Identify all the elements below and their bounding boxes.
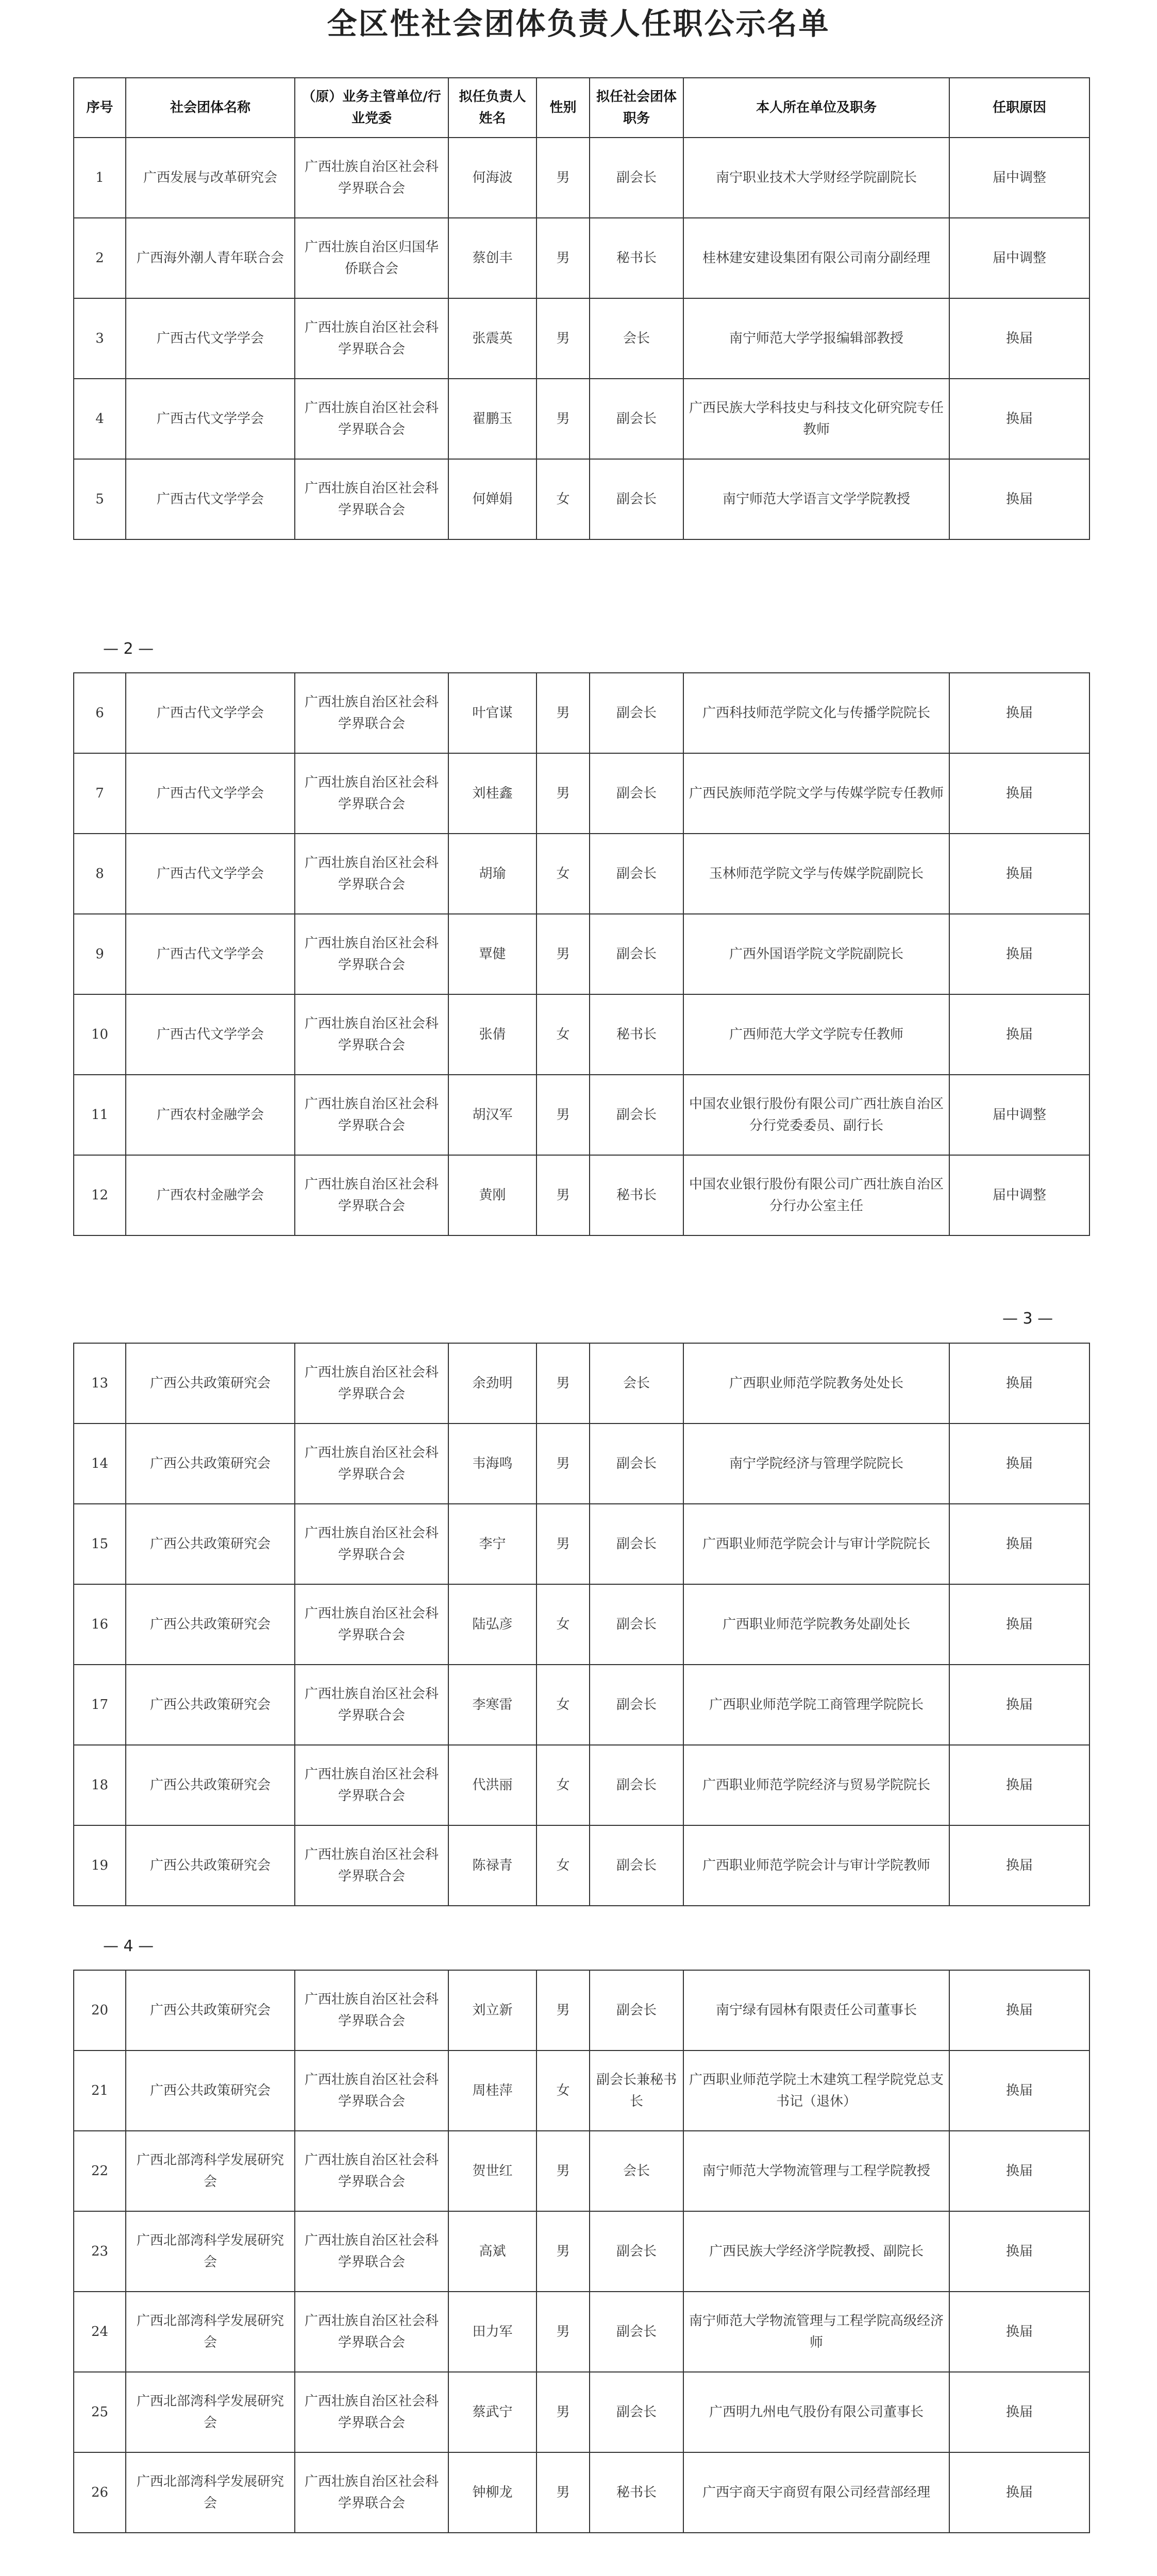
supervisor-unit-cell: 广西壮族自治区社会科学界联合会 <box>295 1970 448 2050</box>
table-row <box>74 218 1089 298</box>
row-no-cell: 23 <box>74 2211 126 2292</box>
row-no-cell: 10 <box>74 994 126 1075</box>
supervisor-unit-cell: 广西壮族自治区社会科学界联合会 <box>295 1825 448 1906</box>
org-name-cell: 广西古代文学学会 <box>126 914 295 994</box>
person-name-cell: 胡汉军 <box>448 1075 536 1155</box>
position-cell: 副会长 <box>590 753 683 834</box>
gender-cell: 男 <box>536 2292 590 2372</box>
reason-cell: 换届 <box>949 914 1089 994</box>
position-cell: 副会长 <box>590 1970 683 2050</box>
supervisor-unit-cell: 广西壮族自治区社会科学界联合会 <box>295 1075 448 1155</box>
person-name-cell: 田力军 <box>448 2292 536 2372</box>
employer-cell: 广西职业师范学院会计与审计学院院长 <box>683 1504 949 1584</box>
reason-cell: 届中调整 <box>949 218 1089 298</box>
person-name-cell: 张倩 <box>448 994 536 1075</box>
table-row <box>74 2372 1089 2452</box>
gender-cell: 男 <box>536 138 590 218</box>
position-cell: 秘书长 <box>590 1155 683 1235</box>
row-no-cell: 9 <box>74 914 126 994</box>
table-row <box>74 2050 1089 2131</box>
supervisor-unit-cell: 广西壮族自治区社会科学界联合会 <box>295 673 448 753</box>
row-no-cell: 5 <box>74 459 126 539</box>
column-header: 任职原因 <box>949 78 1089 138</box>
supervisor-unit-cell: 广西壮族自治区社会科学界联合会 <box>295 2050 448 2131</box>
page-title: 全区性社会团体负责人任职公示名单 <box>327 6 830 41</box>
person-name-cell: 何海波 <box>448 138 536 218</box>
reason-cell: 换届 <box>949 2131 1089 2211</box>
row-no-cell: 21 <box>74 2050 126 2131</box>
column-header: 拟任社会团体职务 <box>590 78 683 138</box>
table-row <box>74 673 1089 753</box>
page-number: — 4 — <box>103 1937 154 1955</box>
employer-cell: 广西职业师范学院教务处副处长 <box>683 1584 949 1665</box>
reason-cell: 换届 <box>949 2452 1089 2533</box>
gender-cell: 男 <box>536 379 590 459</box>
supervisor-unit-cell: 广西壮族自治区社会科学界联合会 <box>295 1584 448 1665</box>
supervisor-unit-cell: 广西壮族自治区归国华侨联合会 <box>295 218 448 298</box>
employer-cell: 南宁师范大学物流管理与工程学院教授 <box>683 2131 949 2211</box>
person-name-cell: 刘立新 <box>448 1970 536 2050</box>
reason-cell: 换届 <box>949 298 1089 379</box>
gender-cell: 男 <box>536 2131 590 2211</box>
gender-cell: 女 <box>536 994 590 1075</box>
reason-cell: 换届 <box>949 459 1089 539</box>
supervisor-unit-cell: 广西壮族自治区社会科学界联合会 <box>295 459 448 539</box>
person-name-cell: 陆弘彦 <box>448 1584 536 1665</box>
roster-table-part-2 <box>73 672 1090 1236</box>
reason-cell: 换届 <box>949 1343 1089 1423</box>
table-row <box>74 379 1089 459</box>
row-no-cell: 17 <box>74 1665 126 1745</box>
employer-cell: 南宁师范大学学报编辑部教授 <box>683 298 949 379</box>
page-number: — 2 — <box>103 640 154 658</box>
reason-cell: 届中调整 <box>949 1075 1089 1155</box>
reason-cell: 换届 <box>949 2211 1089 2292</box>
org-name-cell: 广西发展与改革研究会 <box>126 138 295 218</box>
person-name-cell: 张震英 <box>448 298 536 379</box>
column-header: 社会团体名称 <box>126 78 295 138</box>
table-row <box>74 753 1089 834</box>
org-name-cell: 广西北部湾科学发展研究会 <box>126 2211 295 2292</box>
row-no-cell: 8 <box>74 834 126 914</box>
gender-cell: 男 <box>536 2372 590 2452</box>
org-name-cell: 广西公共政策研究会 <box>126 1970 295 2050</box>
position-cell: 副会长 <box>590 1423 683 1504</box>
column-header: 序号 <box>74 78 126 138</box>
supervisor-unit-cell: 广西壮族自治区社会科学界联合会 <box>295 994 448 1075</box>
person-name-cell: 刘桂鑫 <box>448 753 536 834</box>
org-name-cell: 广西农村金融学会 <box>126 1075 295 1155</box>
row-no-cell: 22 <box>74 2131 126 2211</box>
row-no-cell: 2 <box>74 218 126 298</box>
person-name-cell: 翟鹏玉 <box>448 379 536 459</box>
employer-cell: 南宁职业技术大学财经学院副院长 <box>683 138 949 218</box>
supervisor-unit-cell: 广西壮族自治区社会科学界联合会 <box>295 2131 448 2211</box>
column-header: 性别 <box>536 78 590 138</box>
table-row <box>74 2211 1089 2292</box>
position-cell: 副会长 <box>590 1825 683 1906</box>
org-name-cell: 广西北部湾科学发展研究会 <box>126 2372 295 2452</box>
row-no-cell: 4 <box>74 379 126 459</box>
row-no-cell: 18 <box>74 1745 126 1825</box>
supervisor-unit-cell: 广西壮族自治区社会科学界联合会 <box>295 298 448 379</box>
table-row <box>74 834 1089 914</box>
position-cell: 秘书长 <box>590 994 683 1075</box>
employer-cell: 广西科技师范学院文化与传播学院院长 <box>683 673 949 753</box>
employer-cell: 南宁师范大学语言文学学院教授 <box>683 459 949 539</box>
gender-cell: 男 <box>536 1075 590 1155</box>
person-name-cell: 代洪丽 <box>448 1745 536 1825</box>
gender-cell: 男 <box>536 753 590 834</box>
row-no-cell: 14 <box>74 1423 126 1504</box>
position-cell: 副会长 <box>590 2211 683 2292</box>
table-row <box>74 1745 1089 1825</box>
supervisor-unit-cell: 广西壮族自治区社会科学界联合会 <box>295 1745 448 1825</box>
column-header: （原）业务主管单位/行业党委 <box>295 78 448 138</box>
position-cell: 副会长 <box>590 1665 683 1745</box>
reason-cell: 换届 <box>949 1970 1089 2050</box>
table-row <box>74 1343 1089 1423</box>
supervisor-unit-cell: 广西壮族自治区社会科学界联合会 <box>295 1343 448 1423</box>
reason-cell: 届中调整 <box>949 1155 1089 1235</box>
gender-cell: 女 <box>536 1745 590 1825</box>
reason-cell: 换届 <box>949 753 1089 834</box>
org-name-cell: 广西古代文学学会 <box>126 834 295 914</box>
reason-cell: 换届 <box>949 2050 1089 2131</box>
position-cell: 副会长 <box>590 138 683 218</box>
person-name-cell: 胡瑜 <box>448 834 536 914</box>
person-name-cell: 叶官谋 <box>448 673 536 753</box>
employer-cell: 广西职业师范学院工商管理学院院长 <box>683 1665 949 1745</box>
position-cell: 秘书长 <box>590 218 683 298</box>
supervisor-unit-cell: 广西壮族自治区社会科学界联合会 <box>295 834 448 914</box>
table-row <box>74 2452 1089 2533</box>
position-cell: 副会长 <box>590 459 683 539</box>
roster-table-part-1 <box>73 77 1090 540</box>
roster-table-part-4 <box>73 1970 1090 2533</box>
org-name-cell: 广西公共政策研究会 <box>126 1343 295 1423</box>
position-cell: 会长 <box>590 1343 683 1423</box>
supervisor-unit-cell: 广西壮族自治区社会科学界联合会 <box>295 1423 448 1504</box>
employer-cell: 南宁学院经济与管理学院院长 <box>683 1423 949 1504</box>
supervisor-unit-cell: 广西壮族自治区社会科学界联合会 <box>295 1665 448 1745</box>
org-name-cell: 广西农村金融学会 <box>126 1155 295 1235</box>
org-name-cell: 广西古代文学学会 <box>126 379 295 459</box>
gender-cell: 女 <box>536 1665 590 1745</box>
org-name-cell: 广西公共政策研究会 <box>126 1423 295 1504</box>
position-cell: 副会长 <box>590 1745 683 1825</box>
gender-cell: 男 <box>536 1343 590 1423</box>
row-no-cell: 13 <box>74 1343 126 1423</box>
reason-cell: 换届 <box>949 1504 1089 1584</box>
employer-cell: 玉林师范学院文学与传媒学院副院长 <box>683 834 949 914</box>
table-row <box>74 1504 1089 1584</box>
employer-cell: 广西民族师范学院文学与传媒学院专任教师 <box>683 753 949 834</box>
employer-cell: 广西师范大学文学院专任教师 <box>683 994 949 1075</box>
org-name-cell: 广西公共政策研究会 <box>126 1584 295 1665</box>
table-row <box>74 138 1089 218</box>
position-cell: 会长 <box>590 298 683 379</box>
table-row <box>74 459 1089 539</box>
reason-cell: 换届 <box>949 834 1089 914</box>
employer-cell: 广西职业师范学院会计与审计学院教师 <box>683 1825 949 1906</box>
org-name-cell: 广西古代文学学会 <box>126 673 295 753</box>
person-name-cell: 钟柳龙 <box>448 2452 536 2533</box>
row-no-cell: 20 <box>74 1970 126 2050</box>
table-row <box>74 2131 1089 2211</box>
position-cell: 副会长 <box>590 2372 683 2452</box>
table-row <box>74 914 1089 994</box>
position-cell: 副会长 <box>590 914 683 994</box>
reason-cell: 换届 <box>949 2372 1089 2452</box>
reason-cell: 换届 <box>949 1825 1089 1906</box>
gender-cell: 女 <box>536 459 590 539</box>
supervisor-unit-cell: 广西壮族自治区社会科学界联合会 <box>295 2292 448 2372</box>
employer-cell: 南宁师范大学物流管理与工程学院高级经济师 <box>683 2292 949 2372</box>
supervisor-unit-cell: 广西壮族自治区社会科学界联合会 <box>295 2372 448 2452</box>
org-name-cell: 广西公共政策研究会 <box>126 1825 295 1906</box>
position-cell: 副会长 <box>590 673 683 753</box>
table-row <box>74 994 1089 1075</box>
supervisor-unit-cell: 广西壮族自治区社会科学界联合会 <box>295 379 448 459</box>
org-name-cell: 广西公共政策研究会 <box>126 1745 295 1825</box>
org-name-cell: 广西古代文学学会 <box>126 994 295 1075</box>
gender-cell: 男 <box>536 2211 590 2292</box>
employer-cell: 广西宇商天宇商贸有限公司经营部经理 <box>683 2452 949 2533</box>
gender-cell: 男 <box>536 1970 590 2050</box>
supervisor-unit-cell: 广西壮族自治区社会科学界联合会 <box>295 914 448 994</box>
org-name-cell: 广西北部湾科学发展研究会 <box>126 2452 295 2533</box>
person-name-cell: 蔡创丰 <box>448 218 536 298</box>
employer-cell: 广西职业师范学院土木建筑工程学院党总支书记（退休） <box>683 2050 949 2131</box>
gender-cell: 男 <box>536 218 590 298</box>
gender-cell: 女 <box>536 1584 590 1665</box>
table-header-row <box>74 78 1089 138</box>
person-name-cell: 何婵娟 <box>448 459 536 539</box>
org-name-cell: 广西古代文学学会 <box>126 753 295 834</box>
gender-cell: 女 <box>536 834 590 914</box>
row-no-cell: 1 <box>74 138 126 218</box>
person-name-cell: 李宁 <box>448 1504 536 1584</box>
table-row <box>74 1075 1089 1155</box>
position-cell: 会长 <box>590 2131 683 2211</box>
gender-cell: 女 <box>536 1825 590 1906</box>
position-cell: 副会长 <box>590 379 683 459</box>
row-no-cell: 19 <box>74 1825 126 1906</box>
person-name-cell: 黄刚 <box>448 1155 536 1235</box>
employer-cell: 南宁绿有园林有限责任公司董事长 <box>683 1970 949 2050</box>
position-cell: 副会长 <box>590 2292 683 2372</box>
position-cell: 副会长兼秘书长 <box>590 2050 683 2131</box>
gender-cell: 男 <box>536 2452 590 2533</box>
row-no-cell: 16 <box>74 1584 126 1665</box>
table-row <box>74 1584 1089 1665</box>
org-name-cell: 广西公共政策研究会 <box>126 2050 295 2131</box>
column-header: 本人所在单位及职务 <box>683 78 949 138</box>
row-no-cell: 26 <box>74 2452 126 2533</box>
row-no-cell: 3 <box>74 298 126 379</box>
supervisor-unit-cell: 广西壮族自治区社会科学界联合会 <box>295 2211 448 2292</box>
org-name-cell: 广西公共政策研究会 <box>126 1504 295 1584</box>
gender-cell: 男 <box>536 914 590 994</box>
page-number: — 3 — <box>1002 1310 1053 1328</box>
person-name-cell: 余劲明 <box>448 1343 536 1423</box>
gender-cell: 女 <box>536 2050 590 2131</box>
row-no-cell: 25 <box>74 2372 126 2452</box>
employer-cell: 中国农业银行股份有限公司广西壮族自治区分行办公室主任 <box>683 1155 949 1235</box>
row-no-cell: 12 <box>74 1155 126 1235</box>
employer-cell: 广西职业师范学院经济与贸易学院院长 <box>683 1745 949 1825</box>
employer-cell: 广西民族大学经济学院教授、副院长 <box>683 2211 949 2292</box>
reason-cell: 换届 <box>949 379 1089 459</box>
reason-cell: 换届 <box>949 2292 1089 2372</box>
gender-cell: 男 <box>536 1155 590 1235</box>
person-name-cell: 韦海鸣 <box>448 1423 536 1504</box>
position-cell: 副会长 <box>590 1075 683 1155</box>
row-no-cell: 7 <box>74 753 126 834</box>
reason-cell: 换届 <box>949 1423 1089 1504</box>
org-name-cell: 广西公共政策研究会 <box>126 1665 295 1745</box>
employer-cell: 广西职业师范学院教务处处长 <box>683 1343 949 1423</box>
supervisor-unit-cell: 广西壮族自治区社会科学界联合会 <box>295 753 448 834</box>
table-row <box>74 1970 1089 2050</box>
employer-cell: 广西明九州电气股份有限公司董事长 <box>683 2372 949 2452</box>
supervisor-unit-cell: 广西壮族自治区社会科学界联合会 <box>295 138 448 218</box>
org-name-cell: 广西古代文学学会 <box>126 459 295 539</box>
table-row <box>74 1423 1089 1504</box>
supervisor-unit-cell: 广西壮族自治区社会科学界联合会 <box>295 1504 448 1584</box>
person-name-cell: 蔡武宁 <box>448 2372 536 2452</box>
employer-cell: 桂林建安建设集团有限公司南分副经理 <box>683 218 949 298</box>
employer-cell: 广西外国语学院文学院副院长 <box>683 914 949 994</box>
employer-cell: 广西民族大学科技史与科技文化研究院专任教师 <box>683 379 949 459</box>
person-name-cell: 贺世红 <box>448 2131 536 2211</box>
reason-cell: 届中调整 <box>949 138 1089 218</box>
org-name-cell: 广西北部湾科学发展研究会 <box>126 2131 295 2211</box>
roster-table-part-3 <box>73 1343 1090 1906</box>
supervisor-unit-cell: 广西壮族自治区社会科学界联合会 <box>295 2452 448 2533</box>
reason-cell: 换届 <box>949 1745 1089 1825</box>
row-no-cell: 15 <box>74 1504 126 1584</box>
position-cell: 副会长 <box>590 1504 683 1584</box>
gender-cell: 男 <box>536 298 590 379</box>
table-row <box>74 2292 1089 2372</box>
person-name-cell: 陈禄青 <box>448 1825 536 1906</box>
reason-cell: 换届 <box>949 1584 1089 1665</box>
person-name-cell: 覃健 <box>448 914 536 994</box>
org-name-cell: 广西古代文学学会 <box>126 298 295 379</box>
table-row <box>74 1825 1089 1906</box>
reason-cell: 换届 <box>949 673 1089 753</box>
supervisor-unit-cell: 广西壮族自治区社会科学界联合会 <box>295 1155 448 1235</box>
person-name-cell: 高斌 <box>448 2211 536 2292</box>
person-name-cell: 李寒雷 <box>448 1665 536 1745</box>
column-header: 拟任负责人姓名 <box>448 78 536 138</box>
position-cell: 副会长 <box>590 1584 683 1665</box>
org-name-cell: 广西海外潮人青年联合会 <box>126 218 295 298</box>
gender-cell: 男 <box>536 673 590 753</box>
table-row <box>74 1665 1089 1745</box>
reason-cell: 换届 <box>949 1665 1089 1745</box>
person-name-cell: 周桂萍 <box>448 2050 536 2131</box>
position-cell: 副会长 <box>590 834 683 914</box>
gender-cell: 男 <box>536 1504 590 1584</box>
employer-cell: 中国农业银行股份有限公司广西壮族自治区分行党委委员、副行长 <box>683 1075 949 1155</box>
table-row <box>74 1155 1089 1235</box>
org-name-cell: 广西北部湾科学发展研究会 <box>126 2292 295 2372</box>
reason-cell: 换届 <box>949 994 1089 1075</box>
position-cell: 秘书长 <box>590 2452 683 2533</box>
row-no-cell: 24 <box>74 2292 126 2372</box>
table-row <box>74 298 1089 379</box>
row-no-cell: 11 <box>74 1075 126 1155</box>
row-no-cell: 6 <box>74 673 126 753</box>
gender-cell: 男 <box>536 1423 590 1504</box>
